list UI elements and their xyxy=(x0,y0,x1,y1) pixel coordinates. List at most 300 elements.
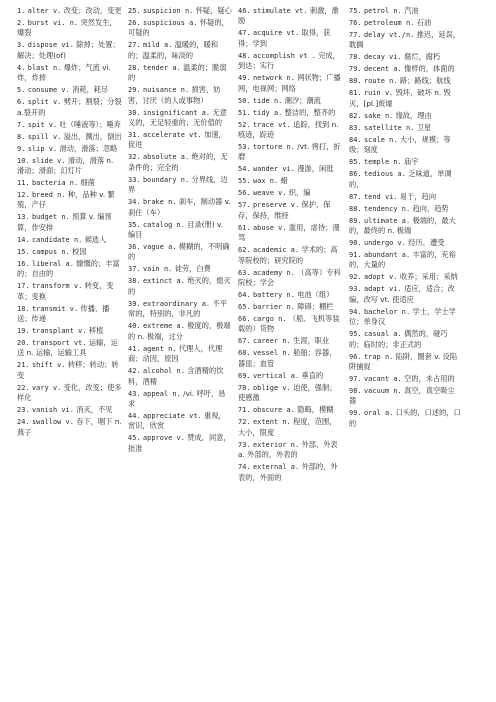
entry-word: spit v. xyxy=(27,120,58,129)
entry-definition: 极端的，最大的，最终的 n. 极端 xyxy=(349,215,456,236)
vocab-entry xyxy=(17,247,122,259)
vocab-entry xyxy=(17,212,122,234)
entry-number: 91. xyxy=(349,251,362,260)
vocab-entry xyxy=(349,111,461,123)
vocab-entry xyxy=(238,336,343,348)
entry-word: wander vi. xyxy=(252,165,295,174)
entry-word: decent a. xyxy=(363,65,402,74)
entry-definition: 生涯，职业 xyxy=(293,336,330,346)
vocab-entry xyxy=(349,135,461,157)
entry-number: 86. xyxy=(349,170,362,179)
entry-definition: 迫使，强制；使感激 xyxy=(238,382,337,403)
entry-definition: 溢出，溅出，倒出 xyxy=(63,131,122,141)
vocab-entry xyxy=(238,245,343,267)
vocab-entry xyxy=(349,52,461,64)
entry-definition: 转移；转动；转变 xyxy=(17,360,119,380)
entry-word: transmit v. xyxy=(31,304,79,313)
vocab-entry xyxy=(128,152,232,174)
entry-word: vain n. xyxy=(142,265,173,274)
entry-word: weave v. xyxy=(252,189,287,198)
entry-number: 38. xyxy=(128,277,141,286)
entry-number: 36. xyxy=(128,243,141,252)
vocab-entry xyxy=(238,405,343,417)
entry-definition: 不平常的，特别的，非凡的 xyxy=(128,298,227,319)
entry-number: 89. xyxy=(349,216,362,225)
entry-word: candidate n. xyxy=(31,235,83,244)
entry-number: 8. xyxy=(17,132,26,141)
vocab-entry xyxy=(349,204,461,216)
vocab-entry xyxy=(128,411,232,433)
entry-number: 87. xyxy=(349,192,362,201)
entry-number: 55. xyxy=(238,177,251,186)
entry-definition: /vi. 呼吁，恳求 xyxy=(128,388,226,408)
entry-number: 7. xyxy=(17,120,26,129)
vocab-entry xyxy=(17,178,122,190)
entry-word: vertical a. xyxy=(252,371,300,380)
vocab-entry xyxy=(349,386,461,408)
entry-definition: 爆炸；气流 vi. 炸，炸掉 xyxy=(17,62,111,83)
entry-number: 97. xyxy=(349,375,362,384)
entry-word: extreme a. xyxy=(142,322,185,331)
vocab-entry xyxy=(128,264,232,276)
entry-number: 26. xyxy=(128,19,141,27)
entry-number: 19. xyxy=(17,327,30,336)
entry-number: 81. xyxy=(349,89,362,98)
entry-definition: 重视，赏识，欣赏 xyxy=(128,410,226,431)
entry-definition: 学术的；高等院校的；研究院的 xyxy=(238,245,338,265)
entry-word: preserve v. xyxy=(252,201,300,210)
vocab-column-1 xyxy=(17,6,122,702)
entry-definition: 取得，获得；学到 xyxy=(238,28,331,48)
entry-number: 15. xyxy=(17,247,30,256)
entry-definition: 缘故，理由 xyxy=(395,110,432,120)
vocab-entry xyxy=(238,223,343,245)
vocab-entry xyxy=(128,299,232,321)
entry-number: 23. xyxy=(17,406,30,415)
entry-definition: 代理人，代理商；动因，原因 xyxy=(128,343,223,364)
entry-definition: 改变；改动，变更 xyxy=(63,6,122,15)
entry-number: 50. xyxy=(238,96,251,105)
entry-word: extraordinary a. xyxy=(142,299,211,308)
entry-word: abundant a. xyxy=(363,251,411,260)
entry-number: 85. xyxy=(349,158,362,167)
entry-number: 2. xyxy=(17,19,26,27)
entry-definition: 石油 xyxy=(416,18,432,27)
entry-number: 27. xyxy=(128,41,141,50)
entry-word: absolute a. xyxy=(142,153,190,162)
vocab-entry xyxy=(238,108,343,120)
entry-number: 46. xyxy=(238,7,251,15)
entry-definition: 电池（组） xyxy=(297,290,334,300)
entry-word: trap n. xyxy=(363,352,394,361)
entry-number: 20. xyxy=(17,339,30,348)
entry-word: appeal n. xyxy=(142,389,181,398)
entry-definition: 卫星 xyxy=(416,122,432,132)
entry-word: delay vt./n. xyxy=(363,31,415,39)
entry-definition: 保护，保存，保持，维持 xyxy=(238,200,331,220)
entry-word: approve v. xyxy=(142,434,185,443)
entry-definition: 真空，真空吸尘器 xyxy=(349,386,455,406)
entry-word: alcohol n. xyxy=(142,367,185,376)
entry-word: tendency n. xyxy=(363,204,411,213)
vocab-entry xyxy=(128,130,232,152)
entry-number: 69. xyxy=(238,371,251,380)
vocab-entry xyxy=(17,235,122,247)
entry-definition: 程度，范围，大小，限度 xyxy=(238,417,337,437)
vocab-entry xyxy=(128,40,232,62)
entry-definition: 含酒精的饮料，酒精 xyxy=(128,366,224,386)
entry-number: 34. xyxy=(128,198,141,207)
vocab-entry xyxy=(238,290,343,302)
entry-word: extent n. xyxy=(252,418,291,427)
entry-number: 32. xyxy=(128,153,141,162)
entry-definition: 滑动，滑落 n. 滑动；滑面；幻灯片 xyxy=(17,155,114,176)
entry-definition: 怀疑，疑心 xyxy=(195,6,232,15)
entry-number: 88. xyxy=(349,204,362,213)
entry-number: 35. xyxy=(128,220,141,229)
entry-number: 24. xyxy=(17,418,30,427)
entry-number: 4. xyxy=(17,63,26,72)
vocab-entry xyxy=(238,371,343,383)
entry-word: shift v. xyxy=(31,361,66,370)
entry-definition: 腐烂，腐朽 xyxy=(404,52,441,62)
entry-number: 31. xyxy=(128,131,141,140)
vocab-entry xyxy=(17,120,122,132)
entry-number: 25. xyxy=(128,7,141,15)
vocab-entry xyxy=(128,108,232,130)
vocab-entry xyxy=(349,169,461,191)
entry-word: ruin v. xyxy=(363,89,394,98)
vocab-entry xyxy=(17,63,122,85)
entry-word: swallow v. xyxy=(31,418,74,427)
vocab-entry xyxy=(349,329,461,351)
entry-number: 45. xyxy=(128,434,141,443)
entry-word: academy n. xyxy=(252,268,295,277)
entry-number: 1. xyxy=(17,7,26,15)
vocab-entry xyxy=(17,338,122,360)
entry-word: vague a. xyxy=(142,243,177,252)
entry-word: acquire vt. xyxy=(252,29,300,38)
entry-word: network n. xyxy=(252,74,295,83)
entry-word: mild a. xyxy=(142,41,173,50)
vocab-entry xyxy=(128,276,232,298)
vocab-entry xyxy=(238,96,343,108)
entry-definition: 徒劳，白费 xyxy=(174,264,211,274)
entry-word: vary v. xyxy=(31,383,62,392)
entry-word: tidy a. xyxy=(252,108,283,117)
vocab-entry xyxy=(238,73,343,95)
entry-number: 65. xyxy=(238,303,251,312)
entry-number: 39. xyxy=(128,299,141,308)
entry-number: 57. xyxy=(238,201,251,210)
entry-word: alter v. xyxy=(27,7,62,15)
vocab-entry xyxy=(128,197,232,219)
entry-number: 74. xyxy=(238,463,251,472)
entry-word: insignificant a. xyxy=(142,108,211,117)
entry-number: 18. xyxy=(17,304,30,313)
vocab-entry xyxy=(349,157,461,169)
entry-word: bachelor n. xyxy=(363,307,411,316)
vocab-entry xyxy=(349,6,461,18)
entry-number: 37. xyxy=(128,265,141,274)
entry-word: obscure a. xyxy=(252,406,295,415)
entry-definition: 推迟，延误，耽搁 xyxy=(349,30,461,50)
entry-definition: 候选人 xyxy=(84,234,107,244)
entry-definition: 转变，变革；变换 xyxy=(17,281,114,301)
entry-definition: 突然发生，爆裂 xyxy=(17,18,117,38)
entry-number: 41. xyxy=(128,344,141,353)
entry-word: slip v. xyxy=(27,144,58,153)
entry-number: 82. xyxy=(349,111,362,120)
vocab-entry xyxy=(349,250,461,272)
entry-number: 61. xyxy=(238,223,251,232)
vocab-entry xyxy=(238,462,343,484)
entry-word: boundary n. xyxy=(142,175,190,184)
entry-number: 79. xyxy=(349,65,362,74)
entry-word: tide n. xyxy=(252,96,283,105)
entry-definition: 绝灭的，熄灭的 xyxy=(128,276,231,296)
entry-number: 43. xyxy=(128,389,141,398)
vocab-entry xyxy=(238,440,343,462)
vocab-entry xyxy=(128,175,232,197)
entry-definition: 漫游，闲逛 xyxy=(297,164,334,174)
entry-definition: /vt. 拷打，折磨 xyxy=(238,142,341,162)
entry-number: 94. xyxy=(349,307,362,316)
entry-number: 33. xyxy=(128,175,141,184)
entry-definition: 乏味道，单调的， xyxy=(349,169,452,189)
entry-word: vacant a. xyxy=(363,375,402,384)
entry-definition: 外部的，外表的，外面的 xyxy=(238,462,338,482)
entry-number: 93. xyxy=(349,285,362,294)
vocab-entry xyxy=(128,321,232,343)
entry-definition: 刺激，激励 xyxy=(238,6,339,26)
entry-word: consume v. xyxy=(27,86,70,95)
entry-word: burst vi. n. xyxy=(27,19,79,27)
entry-number: 66. xyxy=(238,315,251,324)
vocab-entry xyxy=(128,433,232,455)
entry-word: oblige v. xyxy=(252,383,291,392)
entry-word: accomplish vt . xyxy=(252,51,316,60)
vocab-entry xyxy=(17,326,122,338)
vocab-entry xyxy=(17,383,122,405)
entry-number: 83. xyxy=(349,123,362,132)
entry-definition: 空的，未占用的 xyxy=(404,374,455,384)
entry-word: vessel n. xyxy=(252,349,291,358)
entry-number: 44. xyxy=(128,411,141,420)
entry-definition: 无意义的，无足轻重的；无价值的 xyxy=(128,107,227,128)
entry-word: split v. xyxy=(27,98,62,107)
vocab-entry xyxy=(17,281,122,303)
entry-definition: 收养；采用；采纳 xyxy=(399,272,458,282)
entry-definition: 吞下，咽下 n. 燕子 xyxy=(17,417,122,437)
entry-word: abuse v. xyxy=(252,223,287,232)
vocab-entry xyxy=(128,242,232,264)
entry-number: 47. xyxy=(238,29,251,38)
entry-word: oral a. xyxy=(363,409,394,418)
vocab-entry xyxy=(238,268,343,290)
entry-word: extinct a. xyxy=(142,277,185,286)
entry-definition: 适应，适合；改编，改写 vt. 使适应 xyxy=(349,284,455,304)
entry-number: 92. xyxy=(349,273,362,282)
entry-number: 71. xyxy=(238,406,251,415)
entry-definition: 慷慨的；丰富的；自由的 xyxy=(17,258,120,279)
entry-word: transport vt. xyxy=(31,339,87,348)
entry-definition: 传播，播送；传递 xyxy=(17,303,110,324)
vocab-entry xyxy=(349,307,461,329)
entry-definition: 学士，学士学位；单身汉 xyxy=(349,306,456,327)
entry-word: budget n. xyxy=(31,213,70,222)
entry-definition: 滑动，滑落；忽略 xyxy=(59,143,118,153)
vocab-entry xyxy=(238,314,343,336)
entry-definition: 丰富的，充裕的，大量的 xyxy=(349,250,456,270)
entry-definition: 垂直的 xyxy=(301,370,324,380)
entry-word: scale n. xyxy=(363,135,398,144)
entry-number: 95. xyxy=(349,330,362,339)
entry-word: external a. xyxy=(252,463,300,472)
entry-word: tend vi. xyxy=(363,192,398,201)
vocab-entry xyxy=(349,408,461,430)
entry-definition: 庙宇 xyxy=(404,157,419,167)
entry-number: 76. xyxy=(349,19,362,27)
entry-word: breed n. xyxy=(31,191,66,200)
entry-word: satellite n. xyxy=(363,123,415,132)
entry-number: 53. xyxy=(238,143,251,152)
entry-number: 9. xyxy=(17,144,26,153)
entry-definition: （船、飞机等装载的）货物 xyxy=(238,314,340,334)
entry-word: accelerate vt. xyxy=(142,131,202,140)
vocab-entry xyxy=(17,304,122,326)
vocab-entry xyxy=(349,123,461,135)
entry-definition: 运输，运送 n. 运输，运输工具 xyxy=(17,338,118,358)
entry-word: nuisance n. xyxy=(142,86,190,95)
entry-definition: 预算 v. 编预算，作安排 xyxy=(17,212,112,232)
entry-number: 51. xyxy=(238,108,251,117)
entry-word: casual a. xyxy=(363,330,402,339)
vocab-entry xyxy=(17,360,122,382)
entry-word: exterior n. xyxy=(252,440,300,449)
entry-word: suspicion n. xyxy=(142,7,194,15)
entry-number: 64. xyxy=(238,291,251,300)
vocab-entry xyxy=(349,88,461,110)
vocab-entry xyxy=(17,18,122,40)
vocab-entry xyxy=(238,6,343,28)
entry-number: 54. xyxy=(238,165,251,174)
vocab-entry xyxy=(349,18,461,30)
entry-number: 84. xyxy=(349,135,362,144)
entry-number: 68. xyxy=(238,349,251,358)
entry-definition: 极度的，极端的 n. 极端，过分 xyxy=(128,321,231,341)
vocab-entry xyxy=(238,51,343,73)
entry-word: transplant v. xyxy=(31,327,87,336)
entry-word: adopt v. xyxy=(363,273,398,282)
entry-number: 90. xyxy=(349,239,362,248)
entry-number: 22. xyxy=(17,383,30,392)
entry-number: 40. xyxy=(128,322,141,331)
vocab-entry xyxy=(349,272,461,284)
entry-number: 49. xyxy=(238,74,251,83)
entry-definition: 滥用，虐待；谩骂 xyxy=(238,222,340,243)
entry-word: campus n. xyxy=(31,247,70,256)
entry-number: 28. xyxy=(128,63,141,72)
entry-definition: 完成，到达；实行 xyxy=(238,50,340,71)
entry-definition: 整洁的，整齐的 xyxy=(284,107,336,117)
vocab-entry xyxy=(238,176,343,188)
entry-number: 67. xyxy=(238,337,251,346)
vocab-entry xyxy=(17,190,122,212)
entry-word: liberal a. xyxy=(31,259,74,268)
entry-word: vanish vi. xyxy=(31,406,74,415)
entry-word: ultimate a. xyxy=(363,216,411,225)
vocab-entry xyxy=(17,156,122,178)
vocab-entry xyxy=(238,188,343,200)
entry-definition: 外部，外表 a. 外部的，外表的 xyxy=(238,439,338,460)
vocab-entry xyxy=(349,374,461,386)
entry-number: 30. xyxy=(128,108,141,117)
entry-number: 78. xyxy=(349,53,362,62)
entry-definition: 绝对的，无条件的；完全的 xyxy=(128,152,228,172)
entry-number: 99. xyxy=(349,409,362,418)
entry-definition: （高等）专科院校；学会 xyxy=(238,267,341,288)
entry-number: 3. xyxy=(17,41,26,50)
entry-word: undergo v. xyxy=(363,239,406,248)
entry-definition: 细菌 xyxy=(80,178,95,188)
vocab-entry xyxy=(128,63,232,85)
entry-definition: 变化，改变；使多样化 xyxy=(17,382,122,403)
entry-word: bacteria n. xyxy=(31,179,79,188)
entry-definition: 蜡 xyxy=(280,176,288,186)
vocab-entry xyxy=(17,6,122,18)
entry-number: 21. xyxy=(17,361,30,370)
entry-definition: 刹车，制动器 v. 刹住（车） xyxy=(128,197,231,217)
entry-number: 52. xyxy=(238,120,251,129)
entry-number: 62. xyxy=(238,246,251,255)
entry-number: 72. xyxy=(238,418,251,427)
entry-word: agent n. xyxy=(142,344,177,353)
entry-number: 80. xyxy=(349,77,362,86)
entry-word: tedious a. xyxy=(363,170,406,179)
entry-number: 10. xyxy=(17,156,30,165)
entry-number: 12. xyxy=(17,191,30,200)
vocab-entry xyxy=(128,18,232,40)
entry-definition: 损害，妨害，讨厌（的人或事物） xyxy=(128,85,221,105)
entry-word: torture n. xyxy=(252,143,295,152)
entry-word: route n. xyxy=(363,77,398,86)
vocab-column-3 xyxy=(238,6,343,702)
entry-word: petrol n. xyxy=(363,7,402,15)
vocab-entry xyxy=(238,383,343,405)
vocab-entry xyxy=(17,97,122,119)
entry-number: 77. xyxy=(349,31,362,39)
entry-number: 70. xyxy=(238,383,251,392)
entry-definition: 种，品种 v. 繁殖，产仔 xyxy=(17,190,115,210)
entry-word: battery n. xyxy=(252,291,295,300)
vocab-entry xyxy=(128,220,232,242)
entry-definition: 织，编 xyxy=(288,188,311,198)
entry-definition: 劈开；割裂；分裂 a.裂开的 xyxy=(17,97,122,117)
entry-word: dispose vi. xyxy=(27,41,74,50)
entry-definition: 口头的，口述的，口的 xyxy=(349,408,461,428)
vocab-entry xyxy=(17,132,122,144)
entry-definition: 温暖的，暖和的；温柔的，味淡的 xyxy=(128,40,219,60)
entry-word: career n. xyxy=(252,337,291,346)
entry-number: 98. xyxy=(349,387,362,396)
entry-word: academic a. xyxy=(252,246,300,255)
entry-word: temple n. xyxy=(363,158,402,167)
vocab-entry xyxy=(349,352,461,374)
vocab-entry xyxy=(128,85,232,107)
vocab-entry xyxy=(17,144,122,156)
entry-definition: 移植 xyxy=(88,326,104,336)
